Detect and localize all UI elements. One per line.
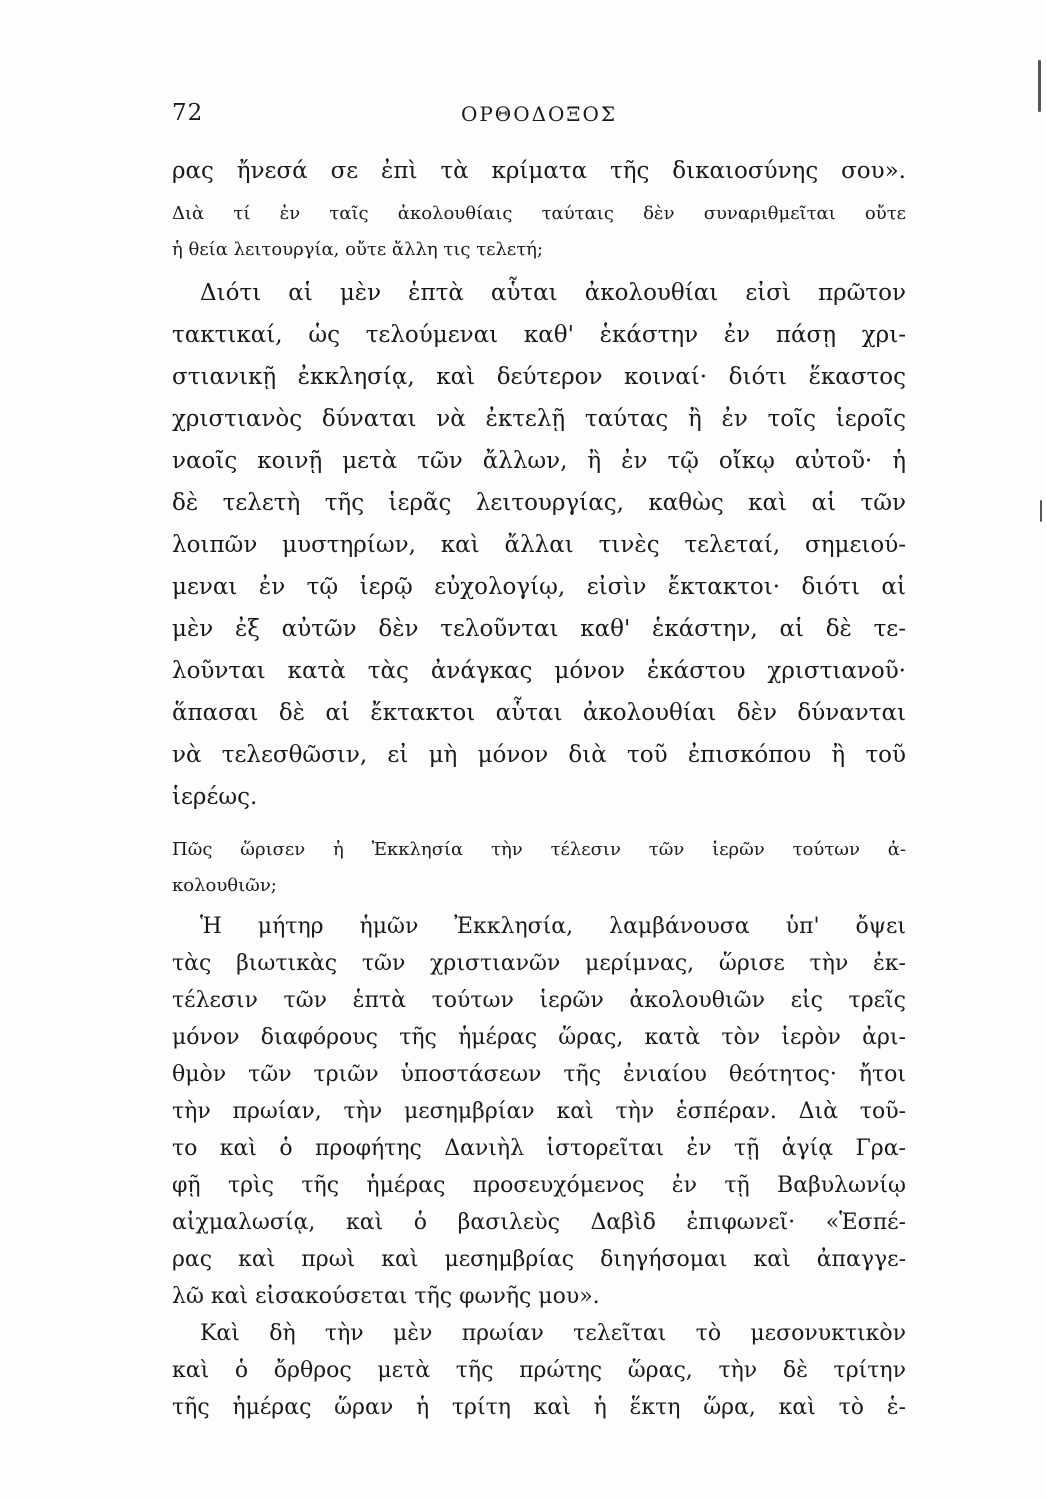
question-line: Διὰ τί ἐν ταῖς ἀκολουθίαις ταύταις δὲν συναριθμεῖται οὔτε [172, 203, 906, 224]
text-line: Διότι αἱ μὲν ἑπτὰ αὗται ἀκολουθίαι εἰσὶ πρῶτον [200, 280, 906, 306]
question-line: ἡ θεία λειτουργία, οὔτε ἄλλη τις τελετή; [172, 239, 544, 260]
text-line: χριστιανὸς δύναται νὰ ἐκτελῇ ταύτας ἢ ἐν τοῖς ἱεροῖς [172, 406, 906, 432]
text-line: ρας ἤνεσά σε ἐπὶ τὰ κρίματα τῆς δικαιοσύνης σου». [172, 158, 906, 184]
text-line: στιανικῇ ἐκκλησίᾳ, καὶ δεύτερον κοιναί· διότι ἕκαστος [172, 364, 906, 390]
text-line: λοιπῶν μυστηρίων, καὶ ἄλλαι τινὲς τελεταί, σημειού- [172, 532, 906, 558]
text-line: τακτικαί, ὡς τελούμεναι καθ' ἑκάστην ἐν πάσῃ χρι- [172, 322, 906, 348]
text-line: μὲν ἐξ αὐτῶν δὲν τελοῦνται καθ' ἑκάστην, αἱ δὲ τε- [172, 616, 906, 642]
scan-edge-mark [1038, 60, 1041, 112]
text-line: αἰχμαλωσίᾳ, καὶ ὁ βασιλεὺς Δαβὶδ ἐπιφωνεῖ· «Ἑσπέ- [172, 1210, 906, 1235]
text-line: Καὶ δὴ τὴν μὲν πρωίαν τελεῖται τὸ μεσονυκτικὸν [200, 1321, 906, 1346]
text-line: τὴν πρωίαν, τὴν μεσημβρίαν καὶ τὴν ἑσπέραν. Διὰ τοῦ- [172, 1099, 906, 1124]
scan-edge-mark [1040, 500, 1042, 522]
text-line: Ἡ μήτηρ ἡμῶν Ἐκκλησία, λαμβάνουσα ὑπ' ὄψει [200, 914, 906, 939]
text-line: ἅπασαι δὲ αἱ ἔκτακτοι αὗται ἀκολουθίαι δὲν δύνανται [172, 700, 906, 726]
text-line: ἱερέως. [172, 784, 258, 810]
question-line: Πῶς ὥρισεν ἡ Ἐκκλησία τὴν τέλεσιν τῶν ἱερῶν τούτων ἀ- [172, 839, 906, 860]
text-line: το καὶ ὁ προφήτης Δανιὴλ ἱστορεῖται ἐν τῇ ἁγίᾳ Γρα- [172, 1136, 906, 1161]
text-line: δὲ τελετὴ τῆς ἱερᾶς λειτουργίας, καθὼς καὶ αἱ τῶν [172, 490, 906, 516]
page-body [172, 150, 906, 1426]
text-line: λῶ καὶ εἰσακούσεται τῆς φωνῆς μου». [172, 1284, 600, 1309]
page-number: 72 [172, 100, 204, 126]
text-line: θμὸν τῶν τριῶν ὑποστάσεων τῆς ἐνιαίου θεότητος· ἤτοι [172, 1062, 906, 1087]
text-line: μεναι ἐν τῷ ἱερῷ εὐχολογίῳ, εἰσὶν ἔκτακτοι· διότι αἱ [172, 574, 906, 600]
running-header [172, 100, 906, 134]
text-line: τέλεσιν τῶν ἑπτὰ τούτων ἱερῶν ἀκολουθιῶν εἰς τρεῖς [172, 988, 906, 1013]
text-line: μόνον διαφόρους τῆς ἡμέρας ὥρας, κατὰ τὸν ἱερὸν ἀρι- [172, 1025, 906, 1050]
text-line: ρας καὶ πρωὶ καὶ μεσημβρίας διηγήσομαι καὶ ἀπαγγε- [172, 1247, 906, 1272]
text-line: ναοῖς κοινῇ μετὰ τῶν ἄλλων, ἢ ἐν τῷ οἴκῳ αὐτοῦ· ἡ [172, 448, 906, 474]
running-title: ΟΡΘΟΔΟΞΟΣ [460, 102, 618, 126]
text-line: λοῦνται κατὰ τὰς ἀνάγκας μόνον ἑκάστου χριστιανοῦ· [172, 658, 906, 684]
text-line: τὰς βιωτικὰς τῶν χριστιανῶν μερίμνας, ὥρισε τὴν ἐκ- [172, 951, 906, 976]
text-line: τῆς ἡμέρας ὥραν ἡ τρίτη καὶ ἡ ἕκτη ὥρα, καὶ τὸ ἑ- [172, 1395, 906, 1420]
text-line: φῇ τρὶς τῆς ἡμέρας προσευχόμενος ἐν τῇ Βαβυλωνίῳ [172, 1173, 906, 1198]
question-line: κολουθιῶν; [172, 875, 277, 896]
text-line: νὰ τελεσθῶσιν, εἰ μὴ μόνον διὰ τοῦ ἐπισκόπου ἢ τοῦ [172, 742, 906, 768]
text-line: καὶ ὁ ὄρθρος μετὰ τῆς πρώτης ὥρας, τὴν δὲ τρίτην [172, 1358, 906, 1383]
